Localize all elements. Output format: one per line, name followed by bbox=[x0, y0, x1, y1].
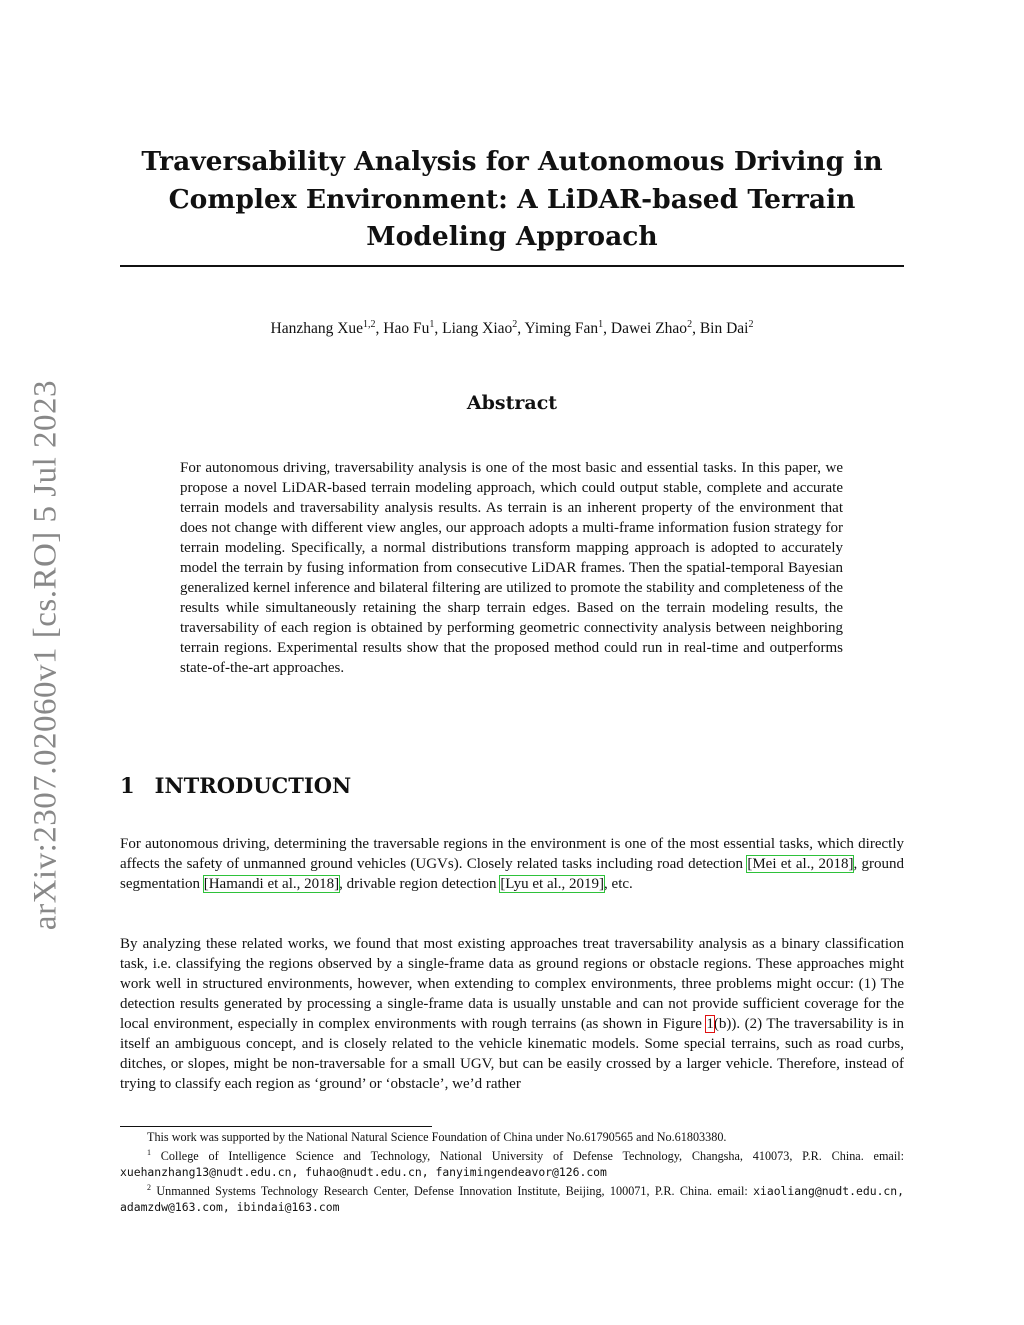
author: Hanzhang Xue$^{1,2}$, bbox=[270, 319, 384, 337]
arxiv-identifier: arXiv:2307.02060v1 [cs.RO] 5 Jul 2023 bbox=[27, 379, 64, 931]
funding-note: This work was supported by the National Natural Science Foundation of China under No.61790565 and No.61803380. bbox=[147, 1130, 727, 1144]
footnote-2: $^2$ Unmanned Systems Technology Research Center, Defense Innovation Institute, Beijing, 100071, P.R. China. email: xiaoliang@nudt.edu.cn, adamzdw@163.com, ibindai@163.com bbox=[120, 1183, 904, 1214]
author-list bbox=[120, 319, 904, 338]
author: Bin Dai$^2$ bbox=[699, 319, 754, 337]
email-list: xuehanzhang13@nudt.edu.cn, fuhao@nudt.edu.cn, fanyimingendeavor@126.com bbox=[120, 1165, 607, 1179]
citation-link[interactable]: [Hamandi et al., 2018] bbox=[203, 876, 340, 892]
author: Hao Fu$^1$, bbox=[383, 319, 443, 337]
figure-reference-link[interactable]: 1 bbox=[706, 1016, 714, 1032]
section-title: INTRODUCTION bbox=[154, 773, 352, 798]
author: Yiming Fan$^1$, bbox=[524, 319, 611, 337]
abstract-text: For autonomous driving, traversability analysis is one of the most basic and essential tasks. In this paper, we propose a novel LiDAR-based terrain modeling approach, which could output stable, complete and accurate terrain models and traversability analysis results. As terrain is an inherent property of the environment that does not change with different view angles, our approach adopts a multi-frame information fusion strategy for terrain modeling. Specifically, a normal distributions transform mapping approach is adopted to accurately model the terrain by fusing information from consecutive LiDAR frames. Then the spatial-temporal Bayesian generalized kernel inference and bilateral filtering are utilized to promote the stability and completeness of the results while simultaneously retaining the sharp terrain edges. Based on the terrain modeling results, the traversability of each region is obtained by performing geometric connectivity analysis between neighboring terrain regions. Experimental results show that the proposed method could run in real-time and outperforms state-of-the-art approaches. bbox=[180, 460, 843, 676]
author: Liang Xiao$^2$, bbox=[442, 319, 525, 337]
footnotes bbox=[120, 1129, 904, 1215]
footnote-1: $^1$ College of Intelligence Science and Technology, National University of Defense Technology, Changsha, 410073, P.R. China. email: xuehanzhang13@nudt.edu.cn, fuhao@nudt.edu.cn, fanyimingendeavor@126.com bbox=[120, 1148, 904, 1179]
footnote-rule bbox=[120, 1126, 432, 1127]
abstract-heading: Abstract bbox=[466, 392, 558, 414]
citation-link[interactable]: [Mei et al., 2018] bbox=[747, 856, 854, 872]
paper-title: Traversability Analysis for Autonomous Driving in Complex Environment: A LiDAR-based Terrain Modeling Approach bbox=[141, 146, 883, 252]
intro-paragraph-2: By analyzing these related works, we found that most existing approaches treat traversability analysis as a binary classification task, i.e. classifying the regions observed by a single-frame data as ground regions or obstacle regions. These approaches might work well in structured environments, however, when extending to complex environments, three problems might occur: (1) The detection results generated by processing a single-frame data is usually unstable and can not provide sufficient coverage for the local environment, especially in complex environments with rough terrains (as shown in Figure 1(b)). (2) The traversability is in itself an ambiguous concept, and is closely related to the vehicle kinematic models. Some special terrains, such as road curbs, ditches, or slopes, might be non-traversable for a small UGV, but can be easily crossed by a larger vehicle. Therefore, instead of trying to classify each region as ‘ground’ or ‘obstacle’, we’d rather bbox=[120, 936, 904, 1092]
intro-paragraph-1: For autonomous driving, determining the traversable regions in the environment is one of the most essential tasks, which directly affects the safety of unmanned ground vehicles (UGVs). Closely related tasks including road detection [Mei et al., 2018], ground segmentation [Hamandi et al., 2018], drivable region detection [Lyu et al., 2019], etc. bbox=[120, 836, 904, 892]
section-number: 1 bbox=[120, 773, 135, 798]
title-rule bbox=[120, 265, 904, 267]
author: Dawei Zhao$^2$, bbox=[610, 319, 700, 337]
citation-link[interactable]: [Lyu et al., 2019] bbox=[500, 876, 605, 892]
section-heading-introduction bbox=[120, 773, 351, 798]
email-list: xiaoliang@nudt.edu.cn, adamzdw@163.com, ibindai@163.com bbox=[120, 1184, 904, 1214]
